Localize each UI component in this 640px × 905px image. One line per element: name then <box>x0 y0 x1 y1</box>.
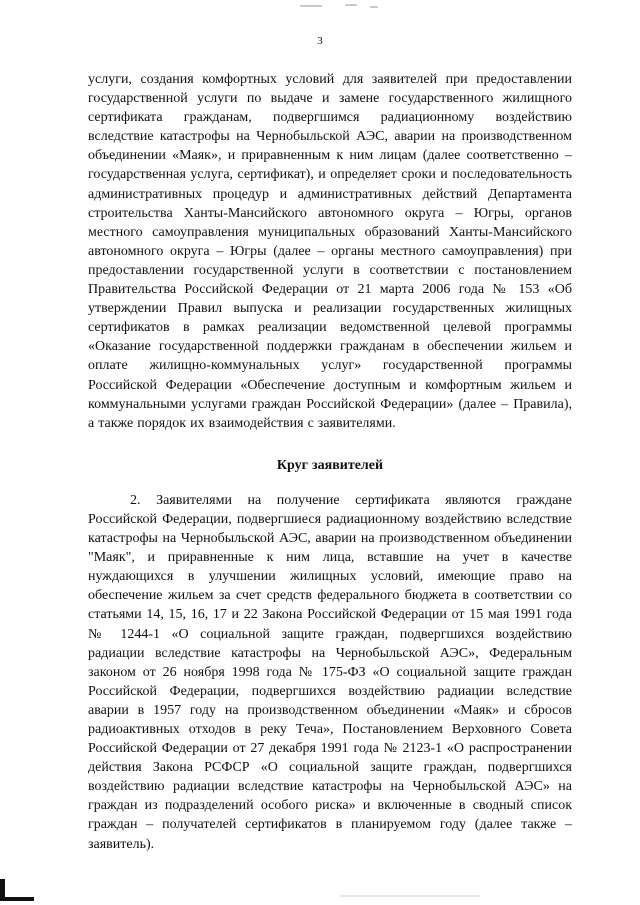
scan-speck <box>370 6 378 8</box>
paragraph-item-2: 2. Заявителями на получение сертификата являются граждане Российской Федерации, подвергшиеся радиационному воздействию вследствие катастрофы на Чернобыльской АЭС, аварии на производственном объединении "Маяк", и приравненные к ним лица, вставшие на учет в качестве нуждающихся в улучшении жилищных условий, имеющие право на обеспечение жильем за счет средств федерального бюджета в соответствии со статьями 14, 15, 16, 17 и 22 Закона Российской Федерации от 15 мая 1991 года № 1244-1 «О социальной защите граждан, подвергшихся воздействию радиации вследствие катастрофы на Чернобыльской АЭС», Федеральным законом от 26 ноября 1998 года № 175-ФЗ «О социальной защите граждан Российской Федерации, подвергшихся воздействию радиации вследствие аварии в 1957 году на производственном объединении «Маяк» и сбросов радиоактивных отходов в реку Теча», Постановлением Верховного Совета Российской Федерации от 27 декабря 1991 года № 2123-1 «О распространении действия Закона РСФСР «О социальной защите граждан, подвергшихся воздействию радиации вследствие катастрофы на Чернобыльской АЭС» на граждан из подразделений особого риска» и включенные в сводный список граждан – получателей сертификатов в планируемом году (далее также – заявитель). <box>88 492 572 852</box>
page-number: 3 <box>317 35 323 47</box>
scan-speck <box>340 895 480 897</box>
scan-speck <box>345 4 357 6</box>
corner-mark <box>0 879 34 901</box>
scan-speck <box>300 5 322 7</box>
document-body <box>88 70 572 854</box>
paragraph-continuation: услуги, создания комфортных условий для заявителей при предоставлении государственной услуги по выдаче и замене государственного жилищного сертификата гражданам, подвергшимся радиационному воздействию вследствие катастрофы на Чернобыльской АЭС, аварии на производственном объединении «Маяк», и приравненным к ним лицам (далее соответственно – государственная услуга, сертификат), и определяет сроки и последовательность административных процедур и административных действий Департамента строительства Ханты-Мансийского автономного округа – Югры, органов местного самоуправления муниципальных образований Ханты-Мансийского автономного округа – Югры (далее – органы местного самоуправления) при предоставлении государственной услуги в соответствии с постановлением Правительства Российской Федерации от 21 марта 2006 года № 153 «Об утверждении Правил выпуска и реализации государственных жилищных сертификатов в рамках реализации ведомственной целевой программы «Оказание государственной поддержки гражданам в обеспечении жильем и оплате жилищно-коммунальных услуг» государственной программы Российской Федерации «Обеспечение доступным и комфортным жильем и коммунальными услугами граждан Российской Федерации» (далее – Правила), а также порядок их взаимодействия с заявителями. <box>88 72 572 431</box>
section-heading: Круг заявителей <box>276 457 384 473</box>
